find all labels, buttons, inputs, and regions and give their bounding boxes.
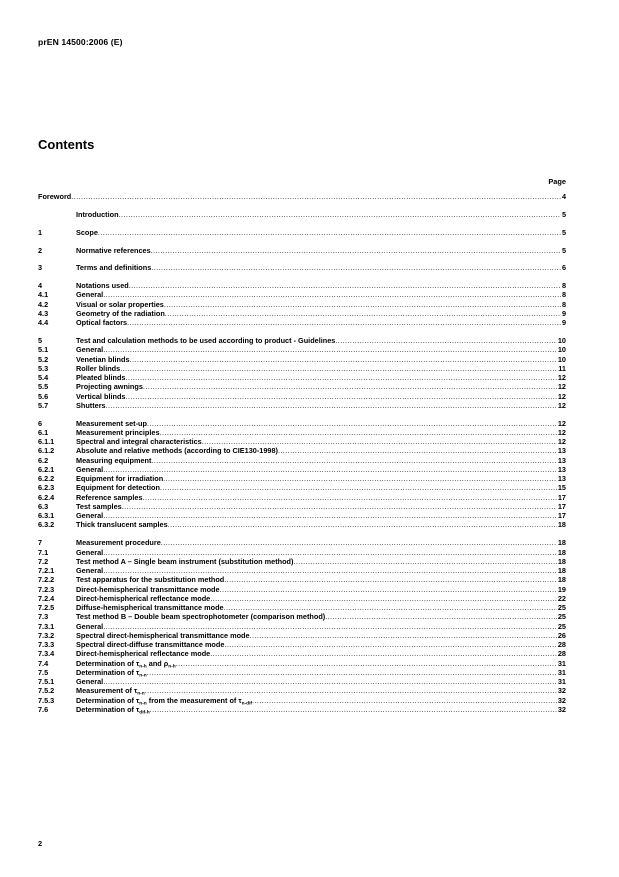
toc-entry[interactable] xyxy=(38,557,566,566)
toc-entry[interactable] xyxy=(38,246,566,255)
toc-entry-number: 4.3 xyxy=(38,308,49,318)
toc-entry[interactable] xyxy=(38,364,566,373)
toc-entry-page: 18 xyxy=(557,575,566,585)
toc-leader-dots xyxy=(151,263,561,272)
toc-entry-number: 7.3 xyxy=(38,612,49,622)
toc-entry-page: 13 xyxy=(557,474,566,484)
toc-entry[interactable] xyxy=(38,538,566,547)
toc-leader-dots xyxy=(143,493,557,502)
toc-leader-dots xyxy=(165,309,561,318)
toc-entry[interactable] xyxy=(38,640,566,649)
toc-entry-page: 9 xyxy=(561,318,566,328)
toc-entry-page: 32 xyxy=(557,704,566,714)
toc-entry[interactable] xyxy=(38,309,566,318)
toc-entry-number: 5.1 xyxy=(38,345,49,355)
toc-entry-number: 6.2.1 xyxy=(38,464,55,474)
toc-entry-page: 12 xyxy=(557,400,566,410)
toc-entry-title: Introduction xyxy=(76,209,119,219)
toc-leader-dots xyxy=(130,355,557,364)
toc-entry-number: 7.2 xyxy=(38,556,49,566)
toc-entry-title: General xyxy=(76,621,104,631)
toc-entry-page: 25 xyxy=(557,603,566,612)
toc-entry-title: Visual or solar properties xyxy=(76,299,164,309)
toc-leader-dots xyxy=(224,640,556,649)
toc-entry-title: Diffuse-hemispherical transmittance mode xyxy=(76,603,224,612)
page-column-label: Page xyxy=(548,177,566,186)
toc-entry[interactable] xyxy=(38,511,566,520)
toc-entry-title: Geometry of the radiation xyxy=(76,308,165,318)
toc-entry-page: 13 xyxy=(557,446,566,456)
toc-leader-dots xyxy=(71,192,561,201)
toc-entry-title: Direct-hemispherical reflectance mode xyxy=(76,593,211,603)
toc-entry-title: Venetian blinds xyxy=(76,354,130,364)
toc-leader-dots xyxy=(210,649,557,658)
toc-leader-dots xyxy=(129,281,561,290)
toc-entry-title: Test samples xyxy=(76,501,122,511)
toc-entry-page: 18 xyxy=(557,547,566,557)
toc-leader-dots xyxy=(103,566,557,575)
toc-leader-dots xyxy=(325,612,557,621)
toc-entry-page: 8 xyxy=(561,281,566,291)
toc-entry-number: 7.5.2 xyxy=(38,686,55,696)
toc-entry-title: Pleated blinds xyxy=(76,373,126,383)
toc-leader-dots xyxy=(293,557,556,566)
toc-leader-dots xyxy=(168,520,557,529)
toc-entry-page: 12 xyxy=(557,437,566,447)
toc-entry-page: 12 xyxy=(557,391,566,401)
toc-entry-title: Equipment for detection xyxy=(76,483,160,493)
toc-entry-page: 22 xyxy=(557,593,566,603)
toc-entry-title: General xyxy=(76,464,104,474)
toc-leader-dots xyxy=(120,364,557,373)
toc-leader-dots xyxy=(119,210,561,219)
toc-entry-page: 25 xyxy=(557,612,566,622)
toc-entry-number: 7 xyxy=(38,538,43,548)
toc-entry-title: Terms and definitions xyxy=(76,263,152,273)
toc-entry-title: Determination of $\tau_{dif-h}$ xyxy=(76,704,150,716)
toc-entry-number: 7.6 xyxy=(38,704,49,714)
toc-entry-number: 7.3.3 xyxy=(38,640,55,649)
toc-entry-page: 18 xyxy=(557,520,566,530)
toc-entry-title: Spectral direct-diffuse transmittance mode xyxy=(76,640,225,649)
toc-entry-title: Direct-hemispherical reflectance mode xyxy=(76,649,211,659)
toc-entry[interactable] xyxy=(38,585,566,594)
toc-entry-number: 5.2 xyxy=(38,354,49,364)
toc-entry[interactable] xyxy=(38,493,566,502)
toc-leader-dots xyxy=(147,419,557,428)
toc-entry-number: 6.3.1 xyxy=(38,511,55,521)
toc-entry-page: 28 xyxy=(557,640,566,649)
toc-leader-dots xyxy=(127,318,561,327)
toc-entry-number: 7.4 xyxy=(38,658,49,668)
toc-entry-title: Shutters xyxy=(76,400,106,410)
toc-leader-dots xyxy=(145,686,557,695)
toc-entry-page: 5 xyxy=(561,245,566,255)
toc-entry[interactable] xyxy=(38,649,566,658)
toc-leader-dots xyxy=(103,465,557,474)
toc-entry-title: Normative references xyxy=(76,245,151,255)
toc-entry-title: Test method B – Double beam spectrophotometer (comparison method) xyxy=(76,612,326,622)
toc-entry-number: 6.1.1 xyxy=(38,437,55,447)
toc-entry-title: Roller blinds xyxy=(76,363,121,373)
toc-leader-dots xyxy=(143,382,557,391)
toc-entry-title: Test apparatus for the substitution method xyxy=(76,575,225,585)
toc-entry-number: 5 xyxy=(38,336,43,346)
toc-entry-title: Notations used xyxy=(76,281,129,291)
toc-entry-number: 4.1 xyxy=(38,290,49,300)
toc-entry-number: 5.3 xyxy=(38,363,49,373)
toc-entry-number: 7.5.1 xyxy=(38,677,55,686)
toc-entry-title: Projecting awnings xyxy=(76,382,143,392)
toc-entry[interactable] xyxy=(38,401,566,410)
toc-entry[interactable] xyxy=(38,263,566,272)
toc-entry[interactable] xyxy=(38,419,566,428)
toc-entry[interactable] xyxy=(38,483,566,492)
toc-entry-number: 7.3.4 xyxy=(38,649,55,659)
toc-entry-title: Scope xyxy=(76,227,98,237)
toc-entry-number: 5.4 xyxy=(38,373,49,383)
toc-entry-number: 6.2 xyxy=(38,455,49,465)
toc-entry-title: Foreword xyxy=(38,192,72,201)
toc-entry[interactable] xyxy=(38,668,566,677)
toc-entry-number: 4 xyxy=(38,281,43,291)
toc-entry[interactable] xyxy=(38,705,566,714)
toc-leader-dots xyxy=(210,594,557,603)
toc-leader-dots xyxy=(164,300,561,309)
toc-entry-title: Optical factors xyxy=(76,318,128,328)
toc-entry-page: 5 xyxy=(561,209,566,219)
toc-leader-dots xyxy=(250,631,557,640)
toc-entry-page: 8 xyxy=(561,290,566,300)
toc-entry-title: Reference samples xyxy=(76,492,143,502)
toc-leader-dots xyxy=(103,548,557,557)
toc-leader-dots xyxy=(224,575,557,584)
toc-entry-page: 31 xyxy=(557,658,566,668)
toc-entry-page: 10 xyxy=(557,354,566,364)
toc-leader-dots xyxy=(176,659,557,668)
toc-leader-dots xyxy=(278,446,557,455)
toc-leader-dots xyxy=(163,474,557,483)
toc-entry[interactable] xyxy=(38,456,566,465)
toc-entry-number: 7.2.2 xyxy=(38,575,55,585)
toc-entry-number: 6.2.3 xyxy=(38,483,55,493)
toc-entry-number: 6.1.2 xyxy=(38,446,55,456)
toc-entry-page: 9 xyxy=(561,308,566,318)
toc-entry-title: General xyxy=(76,290,104,300)
toc-entry[interactable] xyxy=(38,631,566,640)
toc-entry-page: 25 xyxy=(557,621,566,631)
toc-entry-number: 6.2.4 xyxy=(38,492,55,502)
toc-entry-number: 4.4 xyxy=(38,318,49,328)
toc-entry-page: 17 xyxy=(557,501,566,511)
toc-entry[interactable] xyxy=(38,210,566,219)
toc-entry[interactable] xyxy=(38,659,566,668)
toc-entry[interactable] xyxy=(38,355,566,364)
toc-entry-page: 26 xyxy=(557,630,566,640)
document-id-header: prEN 14500:2006 (E) xyxy=(38,37,123,47)
toc-leader-dots xyxy=(147,668,557,677)
toc-leader-dots xyxy=(103,622,557,631)
toc-leader-dots xyxy=(103,677,557,686)
toc-entry-title: Equipment for irradiation xyxy=(76,474,164,484)
page-number: 2 xyxy=(38,839,43,848)
toc-entry-page: 11 xyxy=(558,363,566,373)
toc-leader-dots xyxy=(160,428,557,437)
toc-entry-title: Spectral direct-hemispherical transmittance mode xyxy=(76,630,250,640)
toc-entry[interactable] xyxy=(38,345,566,354)
table-of-contents xyxy=(38,192,566,714)
toc-entry[interactable] xyxy=(38,428,566,437)
toc-entry-number: 7.5.3 xyxy=(38,695,55,705)
toc-entry-title: Determination of $\tau_{n-n}$ from the measurement of $\tau_{n-dif}$ xyxy=(76,695,253,706)
toc-entry-number: 7.2.3 xyxy=(38,584,55,594)
toc-entry-title: General xyxy=(76,547,104,557)
toc-entry-title: Measurement of $\tau_{n-n}$ xyxy=(76,686,145,697)
toc-leader-dots xyxy=(103,511,557,520)
toc-entry-page: 17 xyxy=(557,492,566,502)
toc-leader-dots xyxy=(220,585,557,594)
toc-leader-dots xyxy=(161,538,557,547)
toc-entry[interactable] xyxy=(38,686,566,695)
toc-entry-page: 13 xyxy=(557,455,566,465)
toc-entry[interactable] xyxy=(38,382,566,391)
toc-entry-page: 17 xyxy=(557,511,566,521)
toc-entry-number: 2 xyxy=(38,245,43,255)
toc-entry-page: 32 xyxy=(557,695,566,705)
toc-entry[interactable] xyxy=(38,566,566,575)
toc-entry-page: 12 xyxy=(557,382,566,392)
toc-entry[interactable] xyxy=(38,437,566,446)
toc-entry-page: 8 xyxy=(561,299,566,309)
toc-leader-dots xyxy=(122,502,557,511)
toc-entry-number: 1 xyxy=(38,227,43,237)
toc-entry-number: 6.1 xyxy=(38,427,49,437)
toc-entry[interactable] xyxy=(38,373,566,382)
toc-entry[interactable] xyxy=(38,300,566,309)
toc-entry-title: General xyxy=(76,677,104,686)
toc-entry-number: 6.3.2 xyxy=(38,520,55,530)
toc-entry[interactable] xyxy=(38,502,566,511)
toc-leader-dots xyxy=(335,336,557,345)
toc-entry-page: 32 xyxy=(557,686,566,696)
toc-entry[interactable] xyxy=(38,290,566,299)
toc-leader-dots xyxy=(151,456,556,465)
toc-entry-title: General xyxy=(76,345,104,355)
toc-entry-page: 15 xyxy=(557,483,566,493)
toc-entry[interactable] xyxy=(38,594,566,603)
toc-leader-dots xyxy=(150,705,557,714)
toc-entry-title: Thick translucent samples xyxy=(76,520,168,530)
toc-entry-page: 6 xyxy=(561,263,566,273)
toc-entry-page: 12 xyxy=(557,418,566,428)
toc-entry-number: 5.6 xyxy=(38,391,49,401)
toc-entry[interactable] xyxy=(38,696,566,705)
toc-entry-page: 31 xyxy=(557,677,566,686)
toc-entry-page: 18 xyxy=(557,556,566,566)
toc-entry-title: Measurement set-up xyxy=(76,418,147,428)
toc-entry-title: Test method A – Single beam instrument (substitution method) xyxy=(76,556,294,566)
toc-entry[interactable] xyxy=(38,318,566,327)
toc-leader-dots xyxy=(125,373,556,382)
toc-entry-title: Measurement procedure xyxy=(76,538,161,548)
toc-entry-page: 19 xyxy=(557,584,566,594)
toc-entry-number: 6.3 xyxy=(38,501,49,511)
toc-entry-number: 6.2.2 xyxy=(38,474,55,484)
toc-entry-page: 18 xyxy=(557,566,566,575)
toc-entry[interactable] xyxy=(38,192,566,201)
toc-entry-page: 31 xyxy=(557,667,566,677)
toc-entry-number: 7.2.1 xyxy=(38,566,55,575)
toc-entry-page: 10 xyxy=(557,345,566,355)
toc-entry-page: 28 xyxy=(557,649,566,659)
toc-entry[interactable] xyxy=(38,336,566,345)
toc-entry-number: 7.1 xyxy=(38,547,49,557)
toc-entry[interactable] xyxy=(38,677,566,686)
toc-entry-number: 5.5 xyxy=(38,382,49,392)
toc-entry-page: 4 xyxy=(561,192,566,201)
toc-entry-page: 18 xyxy=(557,538,566,548)
toc-entry-title: General xyxy=(76,511,104,521)
toc-leader-dots xyxy=(103,345,557,354)
toc-leader-dots xyxy=(202,437,557,446)
toc-entry-number: 7.3.1 xyxy=(38,621,55,631)
contents-heading: Contents xyxy=(38,137,95,152)
toc-entry[interactable] xyxy=(38,228,566,237)
toc-entry[interactable] xyxy=(38,622,566,631)
toc-entry-title: Direct-hemispherical transmittance mode xyxy=(76,584,220,594)
toc-entry-number: 7.5 xyxy=(38,667,49,677)
toc-entry[interactable] xyxy=(38,575,566,584)
toc-entry[interactable] xyxy=(38,446,566,455)
toc-entry-title: Measuring equipment xyxy=(76,455,152,465)
toc-entry-page: 10 xyxy=(557,336,566,346)
toc-entry[interactable] xyxy=(38,520,566,529)
toc-entry-number: 5.7 xyxy=(38,400,49,410)
toc-leader-dots xyxy=(125,392,556,401)
toc-entry[interactable] xyxy=(38,612,566,621)
toc-leader-dots xyxy=(98,228,561,237)
toc-entry-title: Test and calculation methods to be used according to product - Guidelines xyxy=(76,336,336,346)
toc-entry[interactable] xyxy=(38,281,566,290)
toc-entry-number: 7.2.4 xyxy=(38,593,55,603)
toc-entry-page: 12 xyxy=(557,427,566,437)
toc-entry-number: 7.2.5 xyxy=(38,603,55,612)
toc-entry-title: Determination of $\tau_{n-h}$ and $\rho_{n-h}$ xyxy=(76,658,176,669)
toc-entry-title: Spectral and integral characteristics xyxy=(76,437,202,447)
toc-entry-number: 4.2 xyxy=(38,299,49,309)
toc-entry-title: Determination of $\tau_{n-n}$ xyxy=(76,667,147,679)
toc-entry[interactable] xyxy=(38,474,566,483)
toc-entry-page: 13 xyxy=(557,464,566,474)
toc-entry-title: Measurement principles xyxy=(76,427,160,437)
toc-leader-dots xyxy=(160,483,557,492)
toc-entry[interactable] xyxy=(38,392,566,401)
toc-entry-title: General xyxy=(76,566,104,575)
toc-entry[interactable] xyxy=(38,548,566,557)
toc-leader-dots xyxy=(252,696,557,705)
toc-entry[interactable] xyxy=(38,603,566,612)
toc-entry-title: Vertical blinds xyxy=(76,391,126,401)
toc-entry-number: 6 xyxy=(38,418,43,428)
toc-entry-number: 7.3.2 xyxy=(38,630,55,640)
toc-entry-number: 3 xyxy=(38,263,43,273)
toc-entry-page: 5 xyxy=(561,227,566,237)
toc-leader-dots xyxy=(151,246,561,255)
toc-leader-dots xyxy=(106,401,557,410)
toc-entry-title: Absolute and relative methods (according to CIE130-1998) xyxy=(76,446,278,456)
toc-entry-page: 12 xyxy=(557,373,566,383)
toc-entry[interactable] xyxy=(38,465,566,474)
toc-leader-dots xyxy=(103,290,561,299)
toc-leader-dots xyxy=(224,603,557,612)
